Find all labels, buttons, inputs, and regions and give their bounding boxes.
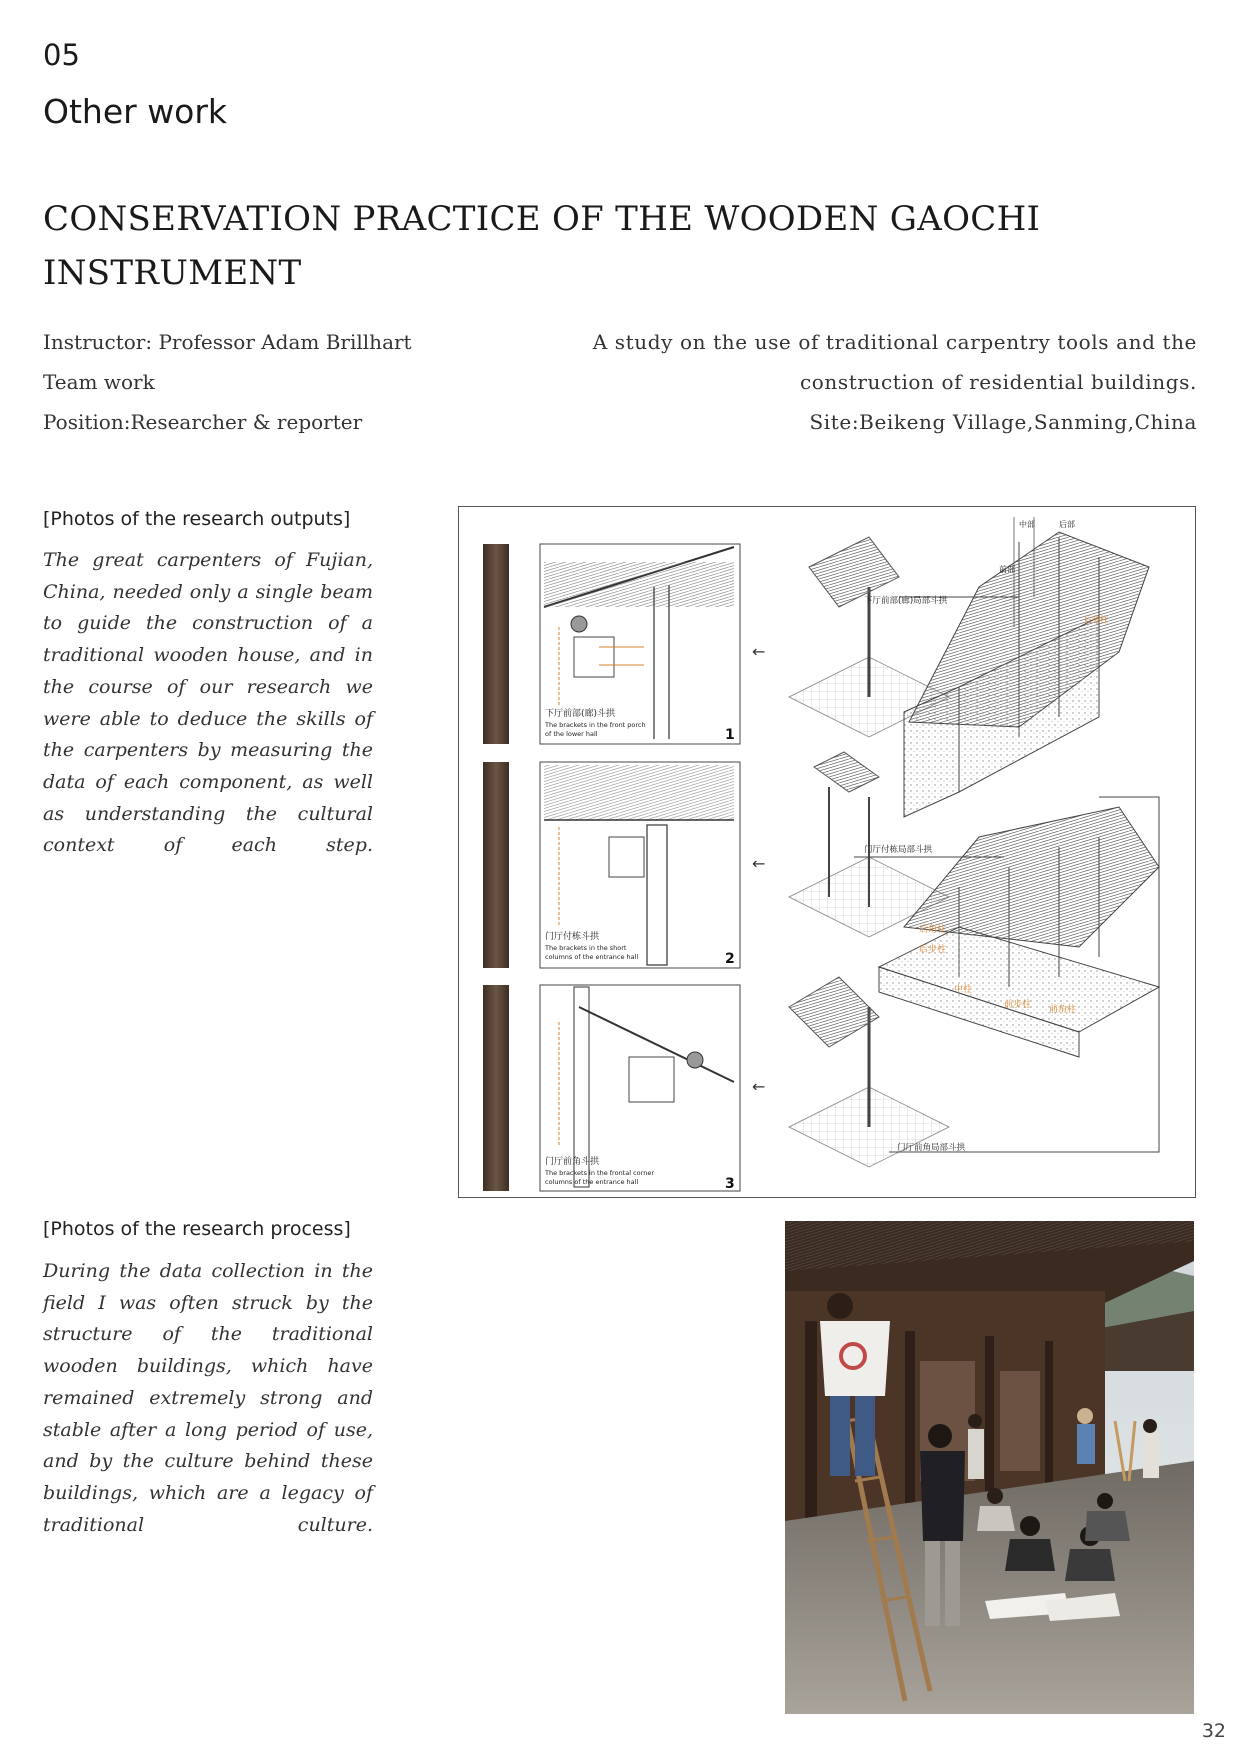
callout-3: 门厅前角局部斗拱	[897, 1143, 966, 1153]
site-text: Site:Beikeng Village,Sanming,China	[809, 410, 1197, 434]
instructor-text: Instructor: Professor Adam Brillhart	[43, 330, 412, 354]
drawing-svg	[459, 507, 1195, 1197]
panel-1-label-en1: The brackets in the front porch	[545, 721, 646, 729]
project-title: CONSERVATION PRACTICE OF THE WOODEN GAOCHI INSTRUMENT	[43, 199, 1041, 293]
panel-2-label-cn: 门厅付栋斗拱	[545, 932, 600, 942]
summary-line-1: A study on the use of traditional carpentry tools and the	[592, 330, 1197, 354]
label-front: 前部	[999, 565, 1015, 574]
label-rear-corner-column: 后角柱	[919, 925, 947, 935]
panel-2	[483, 762, 740, 968]
panel-2-label-en1: The brackets in the short	[545, 944, 627, 952]
summary-line-2: construction of residential buildings.	[799, 370, 1197, 394]
section-title: Other work	[43, 92, 228, 131]
team-text: Team work	[43, 370, 155, 394]
outputs-paragraph: The great carpenters of Fujian, China, needed only a single beam to guide the construction of a traditional wooden house, and in the course of our research we were able to deduce the skills of the carpenters by measuring the data of each component, as well as understanding the cultural context of each step.	[43, 549, 373, 857]
outputs-heading: [Photos of the research outputs]	[43, 508, 351, 530]
arrow-left-icon: ←	[752, 642, 766, 661]
section-number: 05	[43, 38, 80, 72]
label-rear-gold-column: 后金柱	[1084, 615, 1108, 624]
callout-2: 门厅付栋局部斗拱	[864, 845, 933, 855]
field-photo-svg	[785, 1221, 1194, 1714]
callout-1: 下厅前部(廊)局部斗拱	[864, 596, 948, 606]
panel-1	[483, 544, 740, 744]
panel-1-label-cn: 下厅前部(廊)斗拱	[545, 709, 616, 719]
label-rear: 后部	[1059, 520, 1075, 529]
panel-3-number: 3	[725, 1176, 735, 1192]
label-middle-column: 中柱	[954, 985, 973, 995]
process-heading: [Photos of the research process]	[43, 1218, 351, 1240]
panel-3-label-en2: columns of the entrance hall	[545, 1178, 639, 1186]
research-outputs-drawing	[458, 506, 1196, 1198]
label-front-step-column: 前步柱	[1004, 1000, 1032, 1010]
panel-3	[483, 985, 740, 1192]
label-front-corner-column: 前角柱	[1049, 1005, 1077, 1015]
panel-1-label-en2: of the lower hall	[545, 730, 598, 738]
panel-3-label-cn: 门厅前角斗拱	[545, 1157, 600, 1167]
arrow-left-icon: ←	[752, 1077, 766, 1096]
panel-2-label-en2: columns of the entrance hall	[545, 953, 639, 961]
label-rear-step-column: 后步柱	[919, 945, 947, 955]
research-process-photo	[785, 1221, 1194, 1714]
position-text: Position:Researcher & reporter	[43, 410, 363, 434]
arrow-left-icon: ←	[752, 854, 766, 873]
process-paragraph: During the data collection in the field I was often struck by the structure of the traditional wooden buildings, which have remained extremely strong and stable after a long period of use, and by the culture behind these buildings, which are a legacy of traditional culture.	[43, 1260, 373, 1536]
page-number: 32	[1201, 1720, 1226, 1742]
panel-2-number: 2	[725, 951, 735, 967]
panel-1-number: 1	[725, 727, 735, 743]
panel-3-label-en1: The brackets in the frontal corner	[545, 1169, 654, 1177]
axon-building-upper	[904, 517, 1149, 817]
label-middle: 中部	[1019, 520, 1035, 529]
